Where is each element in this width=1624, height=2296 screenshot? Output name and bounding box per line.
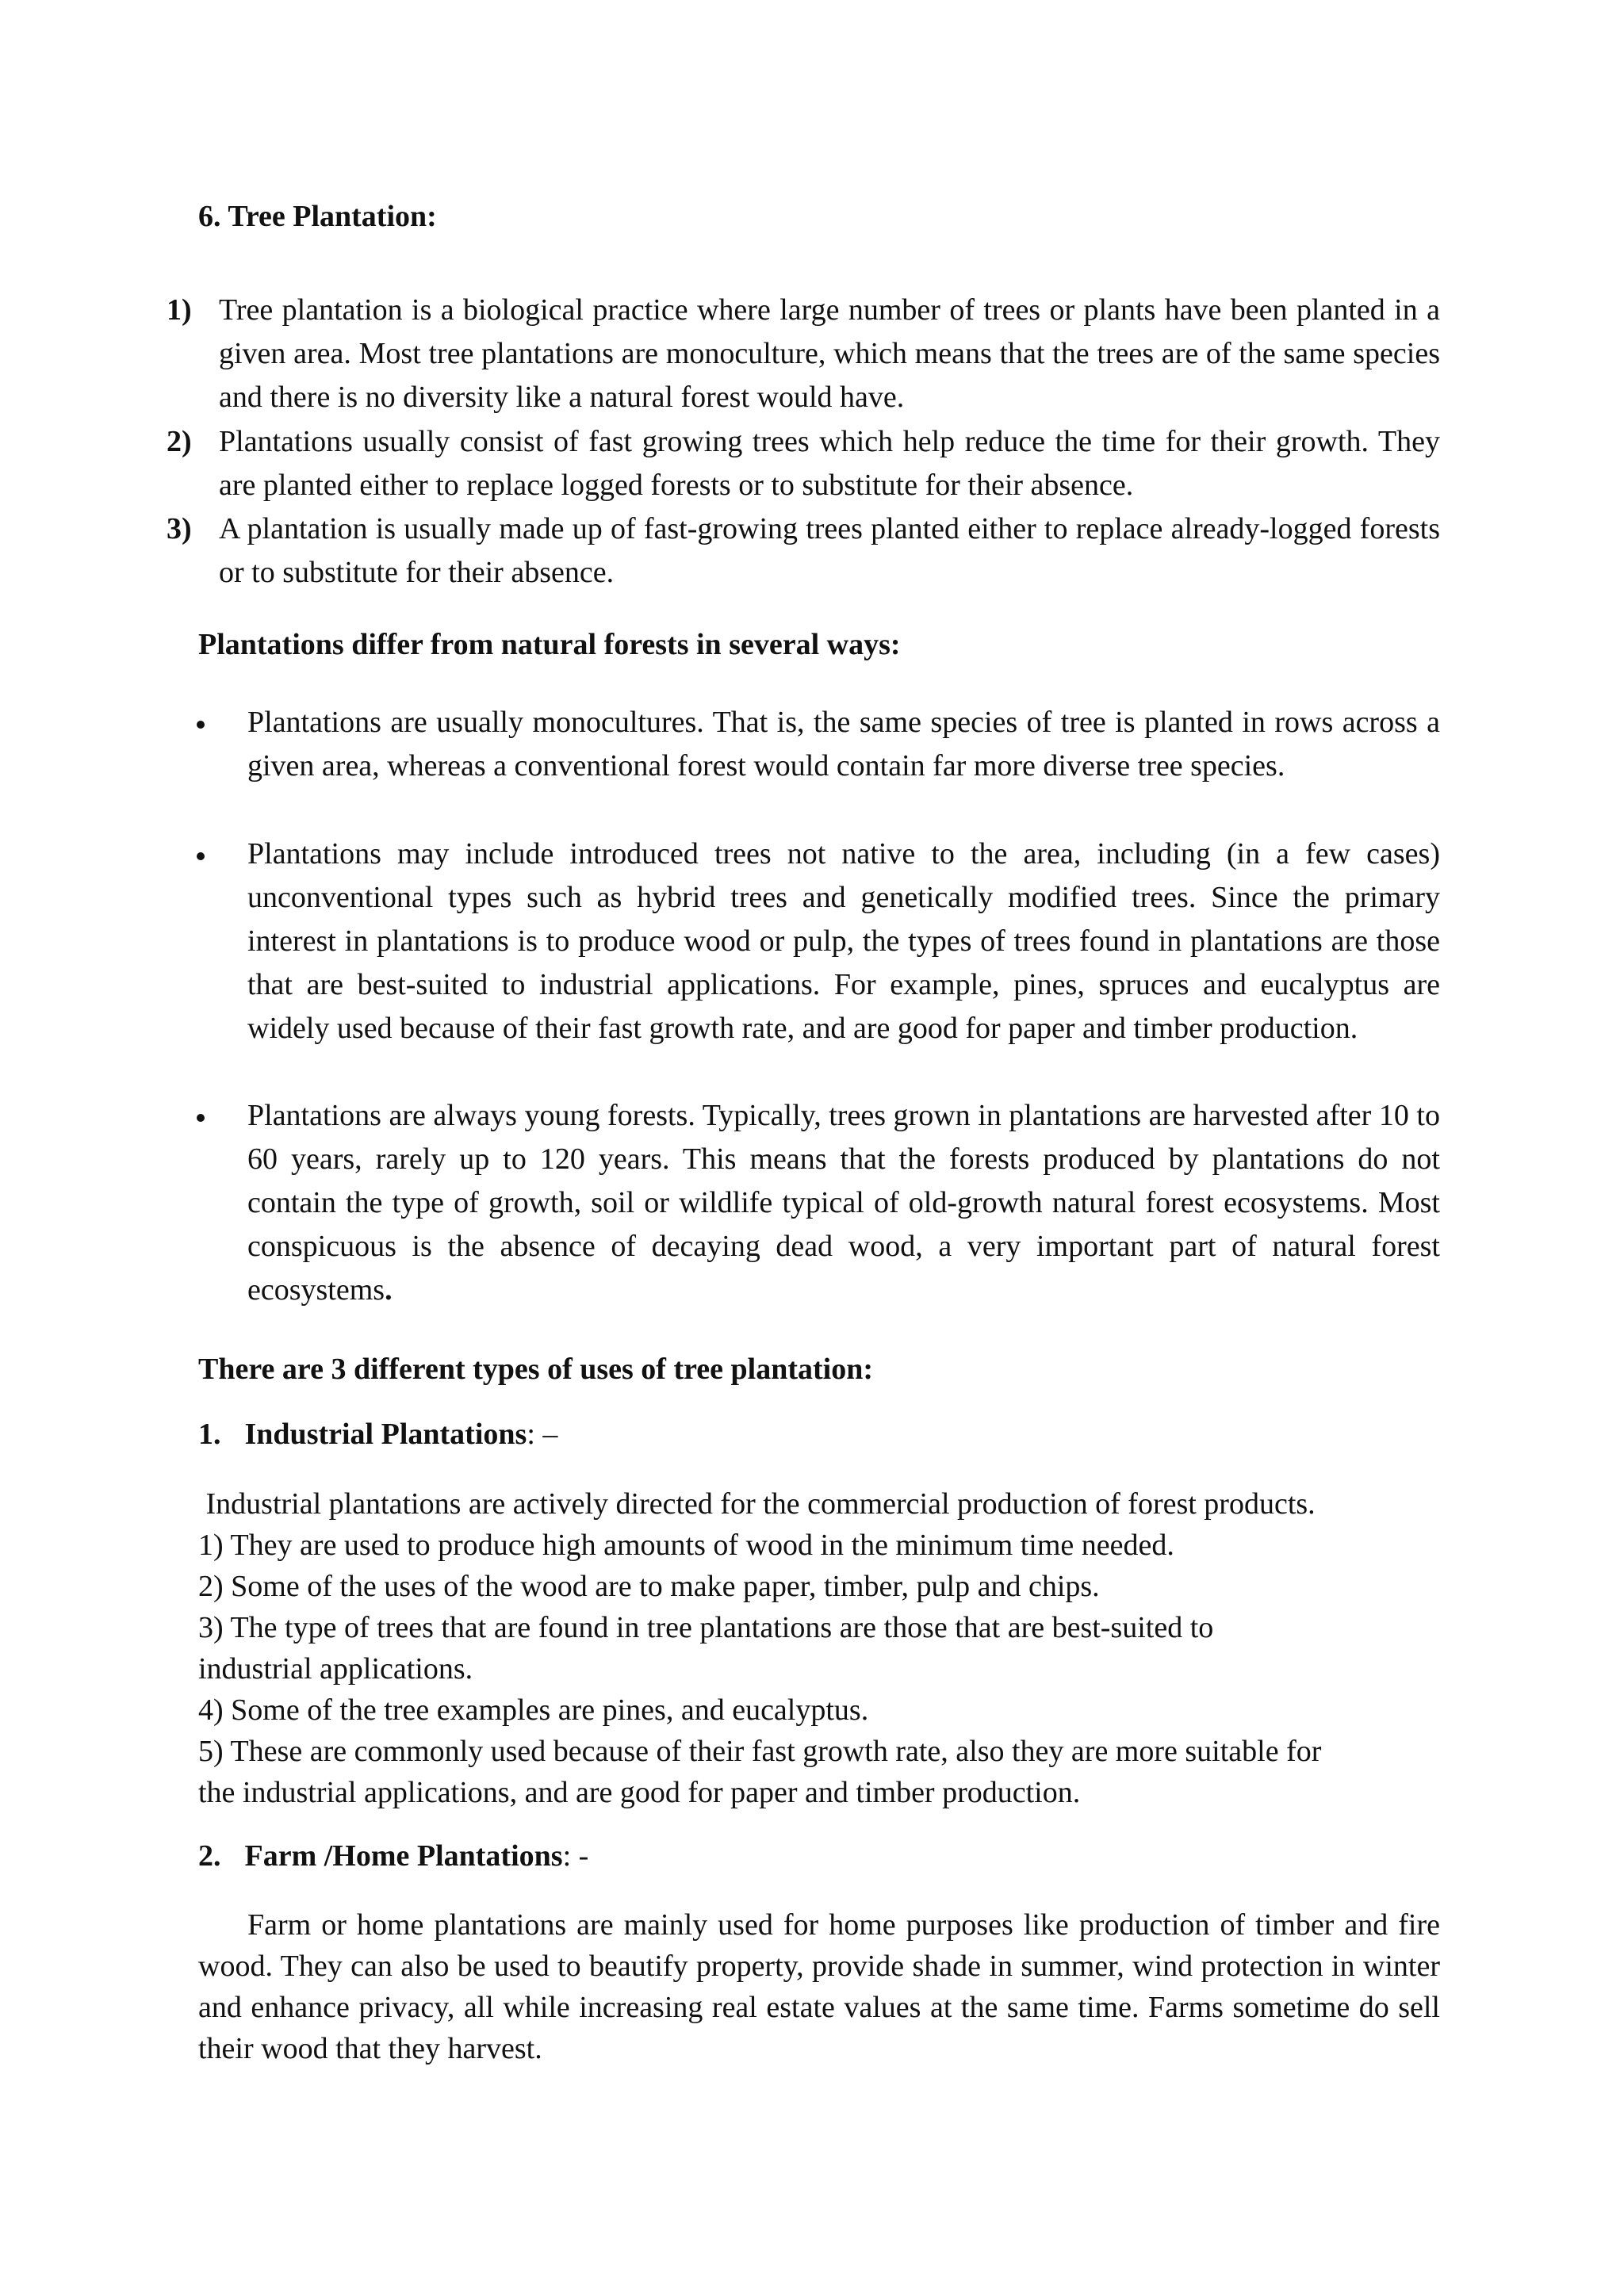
intro-item-text: A plantation is usually made up of fast-growing trees planted either to replace already-logged forests or to substitute for their absence. (219, 512, 1440, 589)
industrial-heading (198, 1413, 557, 1456)
bullet-text: Plantations are usually monocultures. That is, the same species of tree is planted in rows across a given area, whereas a conventional forest would contain far more diverse tree species. (247, 706, 1440, 783)
differ-heading: Plantations differ from natural forests in several ways: (198, 628, 901, 661)
industrial-line: industrial applications. (198, 1652, 473, 1686)
differ-bullet-3 (197, 1094, 1440, 1312)
bullet-text: Plantations may include introduced trees not native to the area, including (in a few cases) unconventional types such as hybrid trees and genetically modified trees. Since the primary interest in plantations is to produce wood or pulp, the types of trees found in plantations are those that are best-suited to industrial applications. For example, pines, spruces and eucalyptus are widely used because of their fast growth rate, and are good for paper and timber production. (247, 837, 1440, 1045)
bullet-dot (197, 852, 205, 860)
intro-item-marker: 3) (167, 512, 192, 545)
intro-item-text: Plantations usually consist of fast growing trees which help reduce the time for their growth. They are planted either to replace logged forests or to substitute for their absence. (219, 425, 1440, 502)
bullet-text: Plantations are always young forests. Typically, trees grown in plantations are harvested after 10 to 60 years, rarely up to 120 years. This means that the forests produced by plantations do not contain the type of growth, soil or wildlife typical of old-growth natural forest ecosystems. Most conspicuous is the absence of decaying dead wood, a very important part of natural forest ecosystems (247, 1099, 1440, 1307)
intro-item-text: Tree plantation is a biological practice where large number of trees or plants have been planted in a given area. Most tree plantations are monoculture, which means that the trees are of the same species and there is no diversity like a natural forest would have. (219, 293, 1440, 414)
industrial-number: 1. (198, 1418, 221, 1451)
industrial-line: 2) Some of the uses of the wood are to make paper, timber, pulp and chips. (198, 1570, 1100, 1603)
bullet-text-wrapper (247, 1094, 1440, 1312)
farm-heading (198, 1835, 588, 1878)
industrial-line: 5) These are commonly used because of their fast growth rate, also they are more suitable for (198, 1735, 1322, 1768)
industrial-name: Industrial Plantations (244, 1418, 527, 1451)
intro-item-1 (167, 289, 1440, 419)
industrial-line: 4) Some of the tree examples are pines, and eucalyptus. (198, 1693, 869, 1727)
intro-item-marker: 2) (167, 425, 192, 458)
industrial-line: Industrial plantations are actively directed for the commercial production of forest products. (198, 1487, 1316, 1521)
industrial-line: 3) The type of trees that are found in tree plantations are those that are best-suited to (198, 1611, 1214, 1644)
industrial-suffix: : – (527, 1418, 558, 1451)
page-title: 6. Tree Plantation: (198, 200, 437, 233)
bullet-trailing-period: . (385, 1273, 393, 1307)
industrial-line: 1) They are used to produce high amounts of wood in the minimum time needed. (198, 1529, 1174, 1562)
bullet-dot (197, 1114, 205, 1122)
industrial-line: the industrial applications, and are good for paper and timber production. (198, 1776, 1081, 1809)
farm-paragraph: Farm or home plantations are mainly used for home purposes like production of timber and fire wood. They can also be used to beautify property, provide shade in summer, wind protection in winter and enhance privacy, all while increasing real estate values at the same time. Farms sometime do sell their wood that they harvest. (198, 1908, 1440, 2065)
farm-name: Farm /Home Plantations (244, 1839, 563, 1873)
farm-suffix: : - (562, 1839, 589, 1873)
farm-number: 2. (198, 1839, 221, 1873)
intro-item-marker: 1) (167, 293, 192, 327)
differ-bullet-1 (197, 701, 1440, 788)
intro-item-2 (167, 420, 1440, 507)
differ-bullet-2 (197, 832, 1440, 1050)
industrial-body (198, 1483, 1321, 1813)
bullet-dot (197, 721, 205, 729)
intro-item-3 (167, 507, 1440, 595)
uses-heading: There are 3 different types of uses of tree plantation: (198, 1353, 874, 1386)
